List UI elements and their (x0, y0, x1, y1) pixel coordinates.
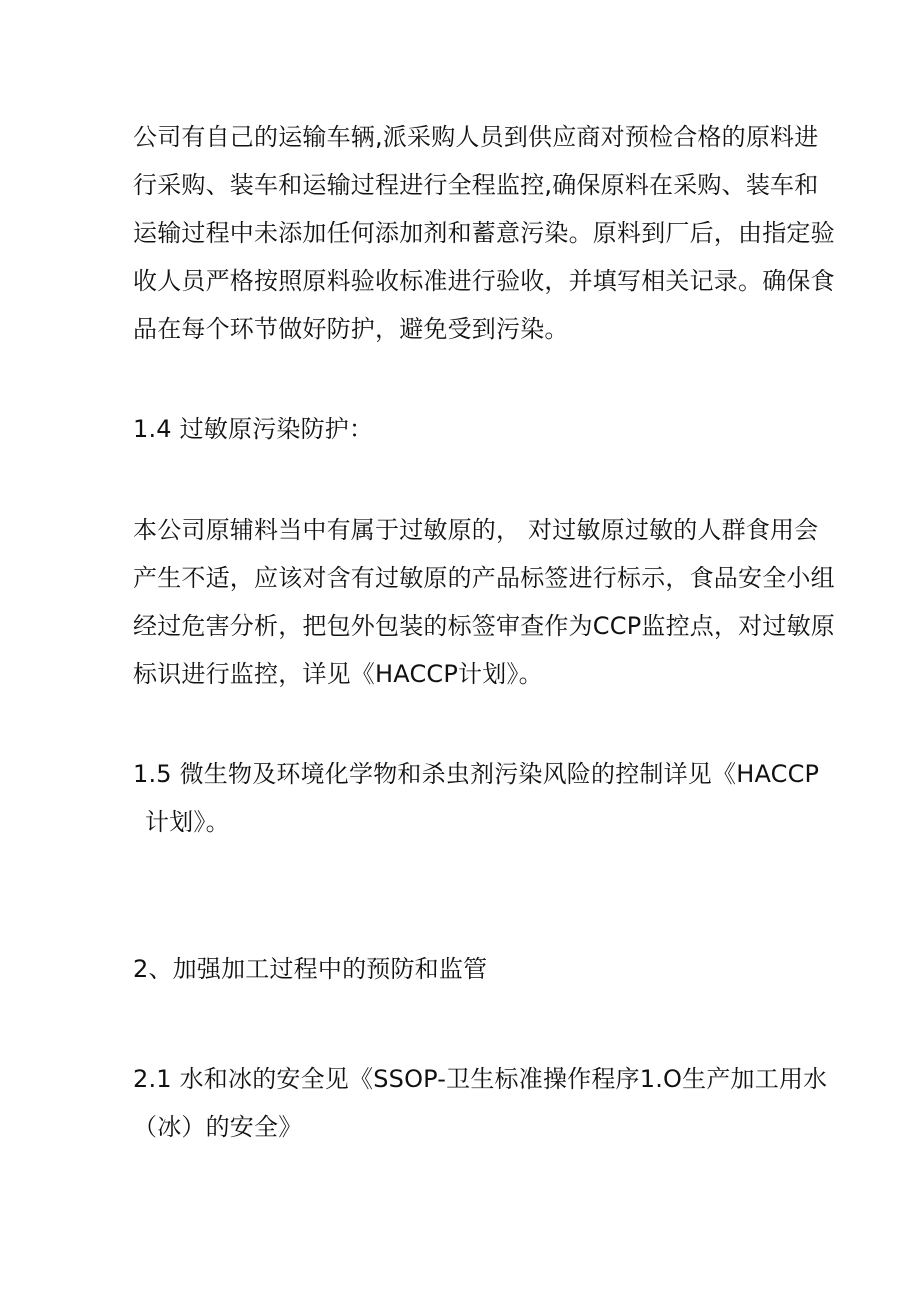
section-heading-2 (133, 945, 798, 993)
heading-text: 1.4 过敏原污染防护： (133, 415, 374, 443)
heading-line: 2.1 水和冰的安全见《SSOP-卫生标准操作程序1.O生产加工用水 (133, 1065, 828, 1093)
paragraph-transport-monitoring (133, 113, 835, 353)
paragraph-line: 运输过程中未添加任何添加剂和蓄意污染。原料到厂后，由指定验 (133, 219, 835, 247)
paragraph-line: 公司有自己的运输车辆,派采购人员到供应商对预检合格的原料进 (133, 123, 819, 151)
paragraph-line: 经过危害分析，把包外包装的标签审查作为CCP监控点，对过敏原 (133, 612, 835, 640)
heading-text: 2、加强加工过程中的预防和监管 (133, 955, 488, 983)
paragraph-line: 收人员严格按照原料验收标准进行验收，并填写相关记录。确保食 (133, 267, 835, 295)
paragraph-line: 品在每个环节做好防护，避免受到污染。 (133, 315, 569, 343)
paragraph-allergen-control (133, 506, 835, 698)
section-heading-1-5 (133, 750, 820, 846)
heading-line: 1.5 微生物及环境化学物和杀虫剂污染风险的控制详见《HACCP (133, 760, 820, 788)
heading-line: （冰）的安全》 (133, 1113, 303, 1141)
paragraph-line: 行采购、装车和运输过程进行全程监控,确保原料在采购、装车和 (133, 171, 819, 199)
paragraph-line: 标识进行监控，详见《HACCP计划》。 (133, 660, 543, 688)
section-heading-1-4 (133, 405, 798, 453)
section-heading-2-1 (133, 1055, 828, 1151)
paragraph-line: 本公司原辅料当中有属于过敏原的， 对过敏原过敏的人群食用会 (133, 516, 819, 544)
paragraph-line: 产生不适，应该对含有过敏原的产品标签进行标示，食品安全小组 (133, 564, 835, 592)
heading-line: 计划》。 (145, 808, 230, 836)
